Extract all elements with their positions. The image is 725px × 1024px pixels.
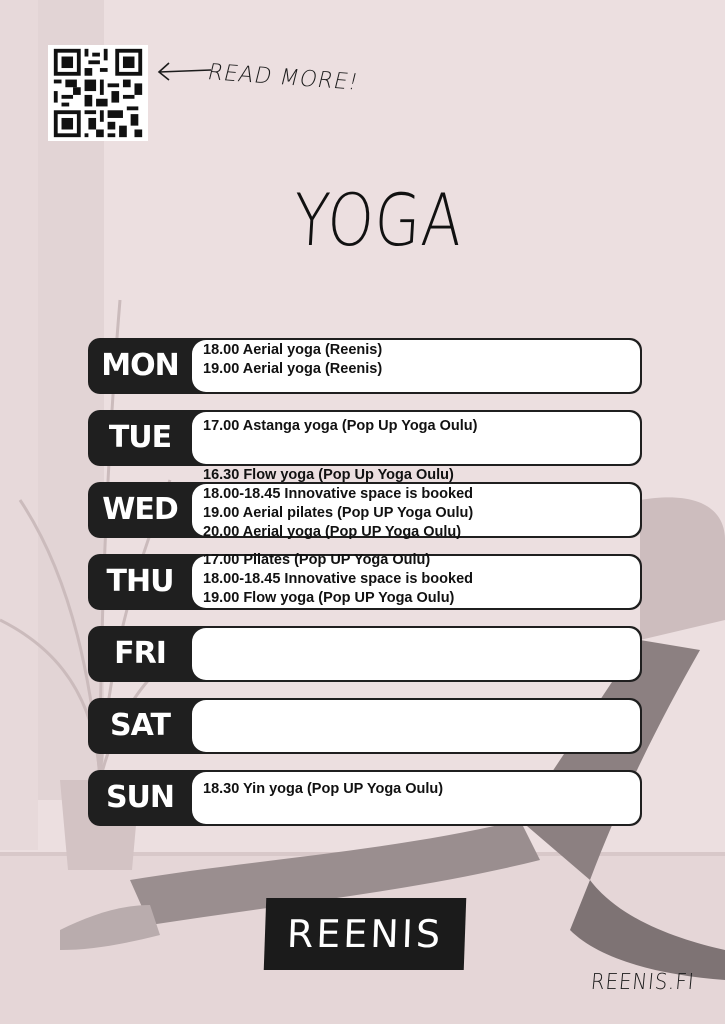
schedule-row-tue bbox=[88, 410, 642, 466]
event-item: 19.00 Aerial yoga (Reenis) bbox=[203, 361, 383, 377]
day-label: WED bbox=[102, 492, 178, 527]
reenis-logo bbox=[264, 898, 467, 970]
events-list bbox=[203, 780, 633, 799]
schedule-row-sat bbox=[88, 698, 642, 754]
events-list bbox=[203, 466, 633, 542]
qr-code[interactable] bbox=[48, 45, 148, 141]
event-item: 18.30 Yin yoga (Pop UP Yoga Oulu) bbox=[203, 781, 444, 797]
event-item: 19.00 Aerial pilates (Pop UP Yoga Oulu) bbox=[203, 505, 474, 521]
events-list bbox=[203, 417, 633, 436]
qr-code-icon bbox=[48, 45, 148, 141]
day-label: FRI bbox=[114, 636, 166, 671]
day-label: SAT bbox=[110, 708, 170, 743]
event-item: 17.00 Astanga yoga (Pop Up Yoga Oulu) bbox=[203, 418, 478, 434]
event-item: 16.30 Flow yoga (Pop Up Yoga Oulu) bbox=[203, 467, 454, 483]
read-more-text: READ MORE! bbox=[204, 60, 362, 96]
read-more-note bbox=[155, 58, 365, 108]
schedule-row-mon bbox=[88, 338, 642, 394]
events-card bbox=[192, 628, 640, 680]
page-title: YOGA bbox=[291, 178, 465, 262]
website-url[interactable]: REENIS.FI bbox=[589, 970, 696, 995]
event-item: 19.00 Flow yoga (Pop UP Yoga Oulu) bbox=[203, 590, 455, 606]
day-label: THU bbox=[106, 564, 174, 599]
day-label: MON bbox=[101, 348, 179, 383]
schedule-row-fri bbox=[88, 626, 642, 682]
event-item: 18.00-18.45 Innovative space is booked bbox=[203, 571, 473, 587]
schedule-row-wed bbox=[88, 467, 642, 540]
logo-text: REENIS bbox=[286, 912, 444, 956]
event-item: 17.00 Pilates (Pop UP Yoga Oulu) bbox=[203, 552, 431, 568]
events-list bbox=[203, 551, 633, 608]
events-card bbox=[192, 700, 640, 752]
schedule-row-thu bbox=[88, 554, 642, 610]
event-item: 18.00-18.45 Innovative space is booked bbox=[203, 486, 473, 502]
day-label: TUE bbox=[108, 420, 172, 455]
events-list bbox=[203, 341, 633, 379]
event-item: 20.00 Aerial yoga (Pop UP Yoga Oulu) bbox=[203, 524, 462, 540]
day-label: SUN bbox=[105, 780, 175, 815]
schedule-row-sun bbox=[88, 770, 642, 826]
event-item: 18.00 Aerial yoga (Reenis) bbox=[203, 342, 383, 358]
